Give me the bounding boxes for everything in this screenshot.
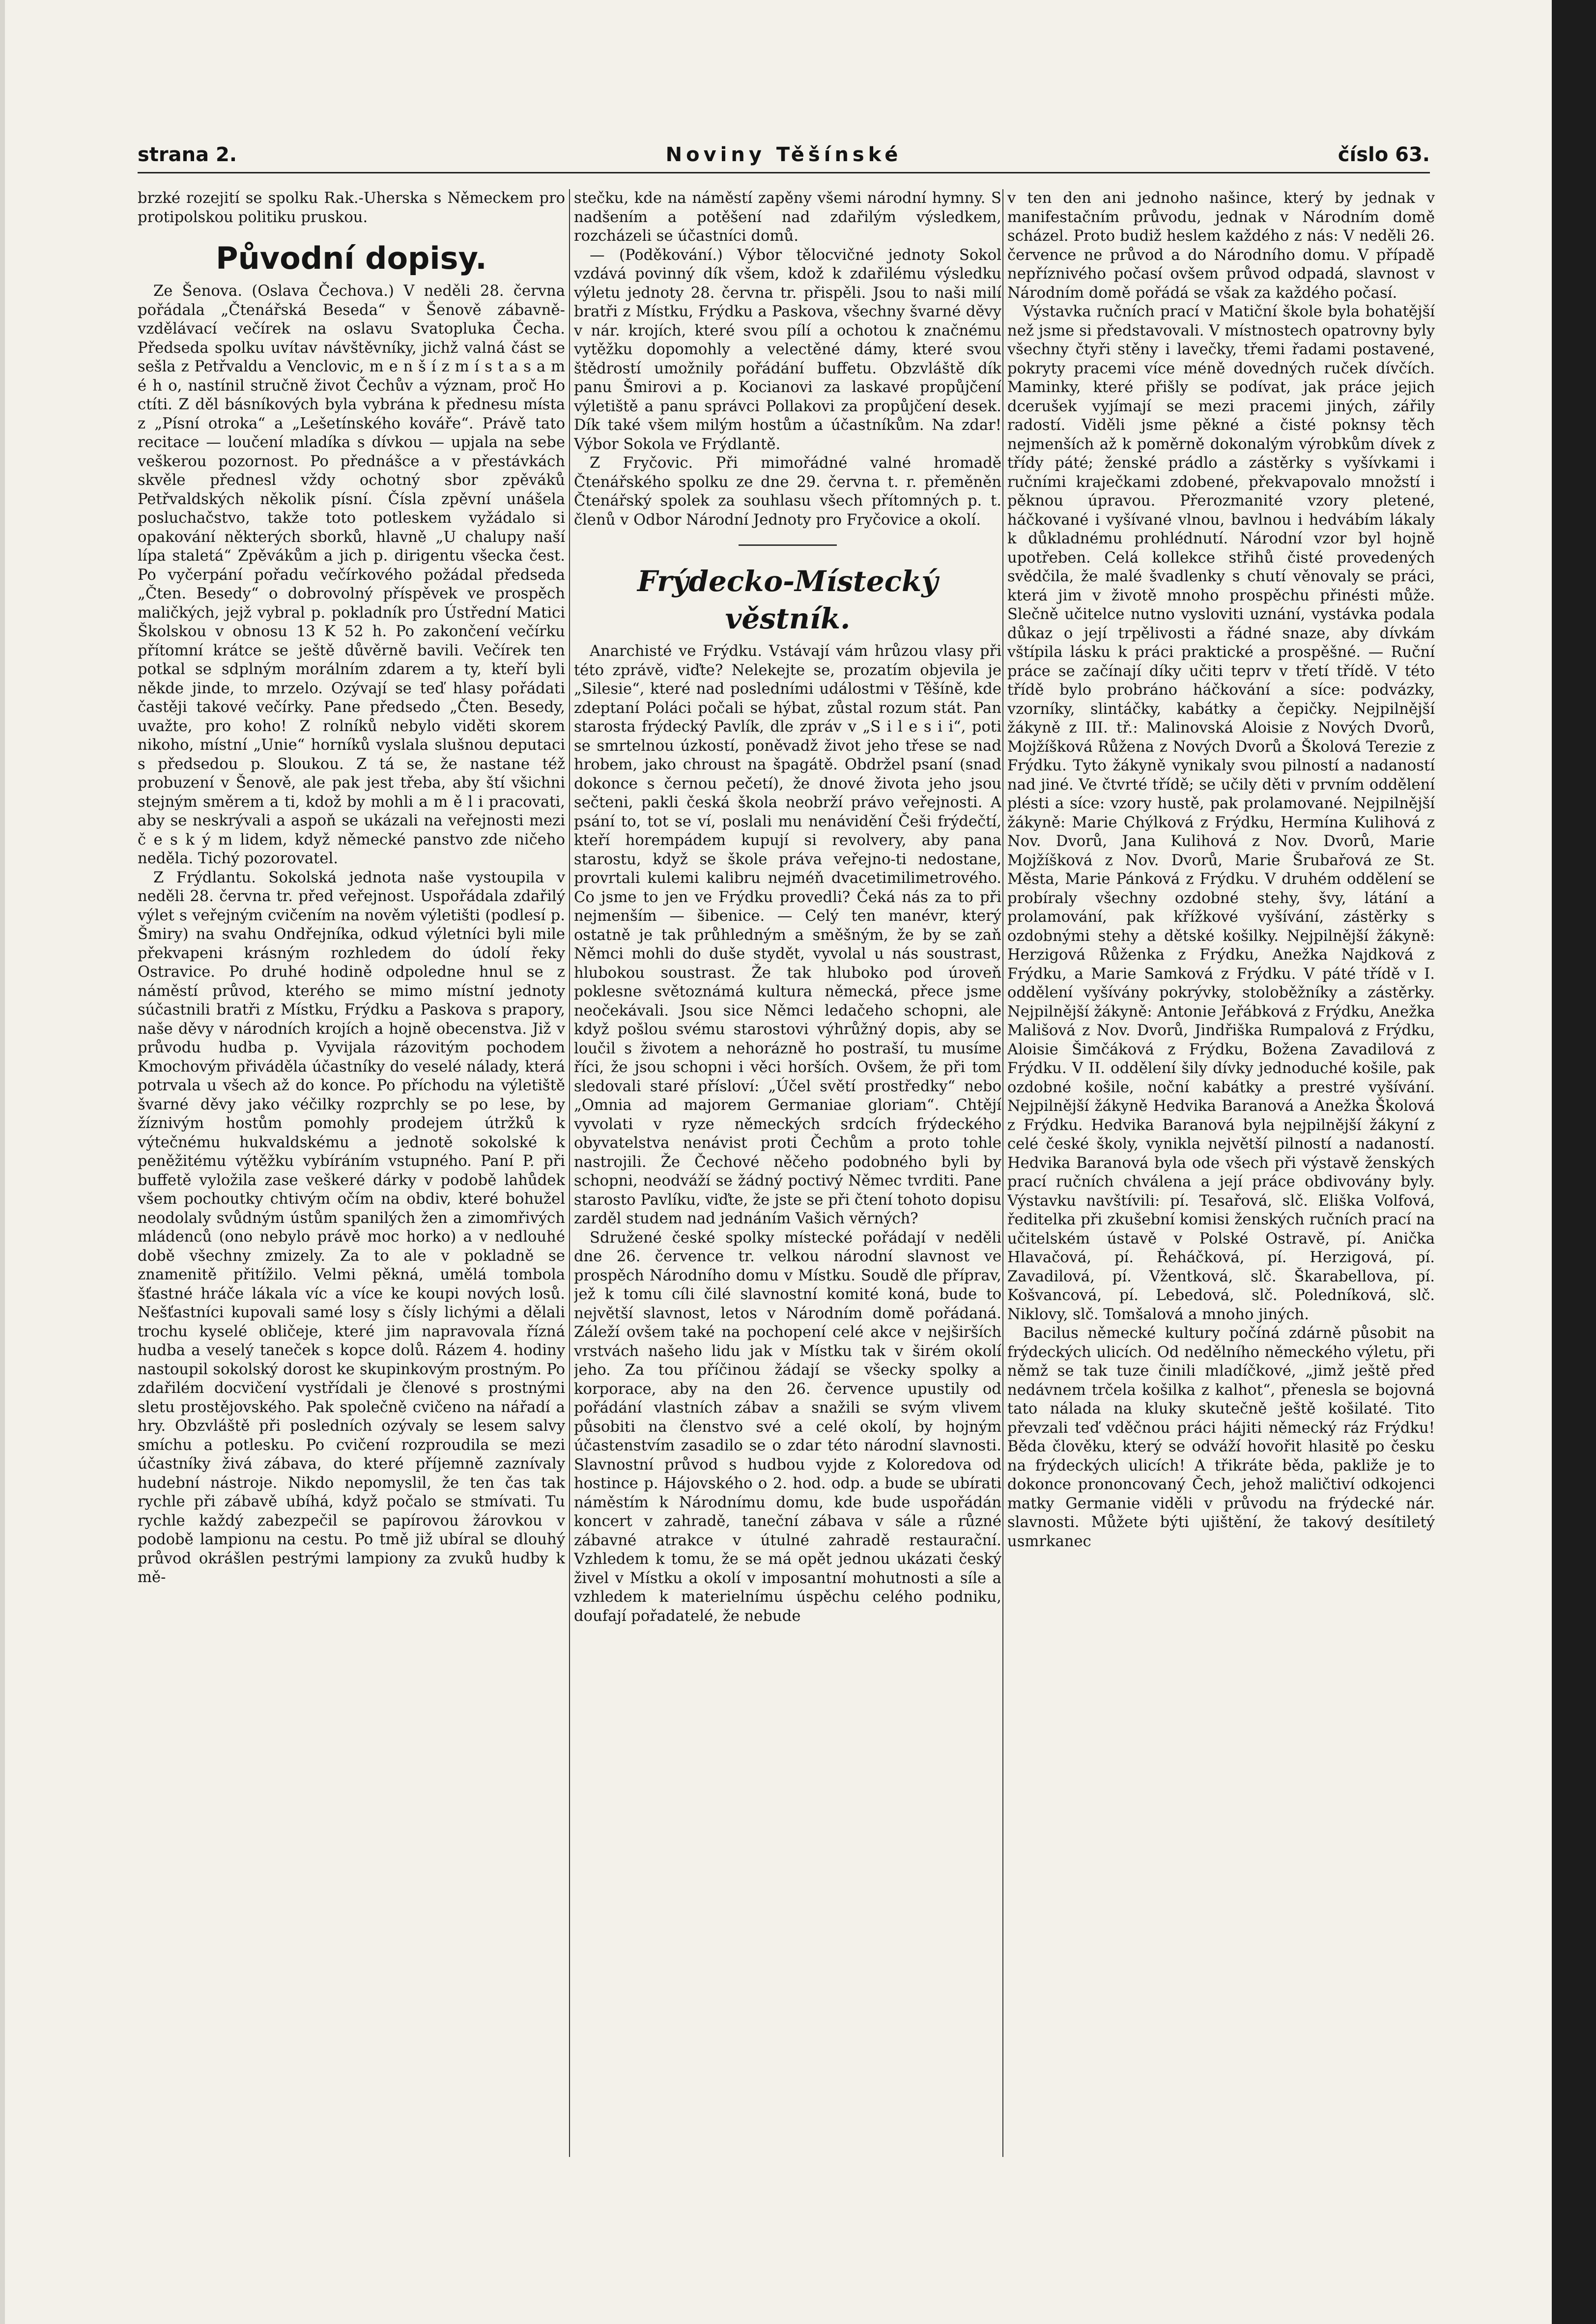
article-paragraph: Sdružené české spolky místecké pořádají v neděli dne 26. července tr. velkou národní slavnost ve prospěch Národního domu v Místku. Soudě dle příprav, jež k tomu cíli čilé slavnostní komité koná, bude to největší slavnost, letos v Národním domě pořádaná. Záleží ovšem také na pochopení celé akce v nejširších vrstvách našeho lidu jak v Místku tak v širém okolí jeho. Za tou příčinou žádají se všecky spolky a korporace, aby na den 26. července upustily od pořádání vlastních zábav a snažili se svým vlivem působiti na členstvo své a celé okolí, by hojným účastenstvím zasadilo se o zdar této národní slavnosti. Slavnostní průvod s hudbou vyjde z Koloredova od hostince p. Hájovského o 2. hod. odp. a bude se ubírati náměstím k Národnímu domu, kde bude uspořádán koncert v zahradě, taneční zábava v sále a různé zábavné atrakce v útulné zahradě restaurační. Vzhledem k tomu, že se má opět jednou ukázati český živel v Místku a okolí v imposantní mohutnosti a síle a vzhledem k materielnímu úspěchu celého podniku, doufají pořadatelé, že nebude bbox=[574, 1229, 1001, 1625]
article-paragraph: Anarchisté ve Frýdku. Vstávají vám hrůzou vlasy při této zprávě, viďte? Nelekejte se, prozatím objevila je „Silesie“, které nad posledními událostmi v Těšíně, kde zdeptaní Poláci počali se hýbat, zůstal rozum stát. Pan starosta frýdecký Pavlík, dle zpráv v „S i l e s i i“, poti se smrtelnou úzkostí, poněvadž život jeho třese se nad hrobem, jako chroust na špagátě. Obdržel psaní (snad dokonce s černou pečetí), že dnové života jeho jsou sečteni, pakli česká škola neobrží právo veřejnosti. A psání to, tot se ví, poslali mu nenávidění Češi frýdečtí, kteří horempádem kupují si revolvery, aby pana starostu, když se škole práva veřejno-ti nedostane, provrtali kulemi kalibru nejméň dvacetimilimetrového. Co jsme to jen ve Frýdku provedli? Čeká nás za to při nejmenším — šibenice. — Celý ten manévr, který ostatně je tak průhledným a směšným, že by se zaň Němci mohli do duše stydět, vyvolal u nás soustrast, hlubokou soustrast. Že tak hluboko pod úroveň poklesne světoznámá kultura německá, přece jsme neočekávali. Jsou sice Němci ledačeho schopni, ale když pošlou svému starostovi výhrůžný dopis, aby se loučil s životem a nehorázně ho postraší, tu musíme říci, že jsou schopni i věci horších. Ovšem, že při tom sledovali staré přísloví: „Účel světí prostředky“ nebo „Omnia ad majorem Germaniae gloriam“. Chtějí vyvolati v ryze německých srdcích frýdeckého obyvatelstva nenávist proti Čechům a proto tohle nastrojili. Že Čechové něčeho podobného byli by schopni, neodváží se žádný poctivý Němec tvrditi. Pane starosto Pavlíku, viďte, že jste se při čtení tohoto dopisu zarděl studem nad jednáním Vašich věrných? bbox=[574, 643, 1001, 1227]
article-paragraph: Ze Šenova. (Oslava Čechova.) V neděli 28. června pořádala „Čtenářská Beseda“ v Šenově zábavně-vzdělávací večírek na oslavu Svatopluka Čecha. Předseda spolku uvítav návštěvníky, jichž valná část se sešla z Petřvaldu a Venclovic, m e n š í z m í s t a s a m é h o, nastínil stručně život Čechův a význam, proč Ho ctíti. Z děl básníkových byla vybrána k přednesu místa z „Písní otroka“ a „Lešetínského kováře“. Právě tato recitace — loučení mladíka s dívkou — upjala na sebe veškerou pozornost. Po přednášce a v přestávkách skvěle přednesl vždy ochotný sbor zpěváků Petřvaldských několik písní. Čísla zpěvní unášela posluchačstvo, takže toto potleskem vyžádalo si opakování některých sborků, hlavně „U chalupy naší lípa staletá“ Zpěvákům a jich p. dirigentu všecka čest. Po vyčerpání pořadu večírkového požádal předseda „Čten. Besedy“ o dobrovolný příspěvek ve prospěch maličkých, jejž vybral p. pokladník pro Ústřední Matici Školskou v obnosu 13 K 52 h. Po zakončení večírku přítomní krátce se ještě důvěrně bavili. Večírek ten potkal se sdplným morálním zdarem a ty, kteří byli někde jinde, to mrzelo. Ozývají se teď hlasy pořádati častěji takové večírky. Pane předsedo „Čten. Besedy, uvažte, pro koho! Z rolníků nebylo viděti skorem nikoho, místní „Unie“ horníků vyslala slušnou deputaci s předsedou p. Sloukou. Z tá se, že nastane též probuzení v Šenově, ale pak jest třeba, aby ští všichni stejným směrem a ti, kdož by mohli a m ě l i pracovati, aby se neskrývali a aspoň se ukázali na veřejnosti mezi č e s k ý m lidem, když německé panstvo zde ničeho neděla. Tichý pozorovatel. bbox=[138, 283, 565, 867]
article-paragraph: — (Poděkování.) Výbor tělocvičné jednoty Sokol vzdává povinný dík všem, kdož k zdařilému výsledku výletu jednoty 28. června tr. přispěli. Jsou to naši milí bratři z Místku, Frýdku a Paskova, všechny švarné děvy v nár. krojích, které svou pílí a ochotou k značnému vytěžku dopomohly a velectěné dámy, které svou štědrostí umožnily pořádání buffetu. Obzvláště dík panu Šmirovi a p. Kocianovi za laskavé propůjčení výletiště a panu správci Pollakovi za propůjčení desek. Dík také všem milým hostům a účastníkům. Na zdar! Výbor Sokola ve Frýdlantě. bbox=[574, 246, 1001, 453]
issue-number: číslo 63. bbox=[1338, 143, 1430, 166]
newspaper-title: Noviny Těšínské bbox=[665, 143, 902, 166]
section-divider bbox=[739, 544, 837, 546]
column-1 bbox=[138, 189, 565, 2157]
article-paragraph: v ten den ani jednoho našince, který by jednak v manifestačním průvodu, jednak v Národním domě scházel. Proto budiž heslem každého z nás: V neděli 26. července ne průvod a do Národního domu. V případě nepříznivého počasí ovšem průvod odpadá, slavnost v Národním domě pořádá se však za každého počasí. bbox=[1007, 190, 1435, 302]
article-paragraph: Z Frýdlantu. Sokolská jednota naše vystoupila v neděli 28. června tr. před veřejnost. Uspořádala zdařilý výlet s veřejným cvičením na nověm výletišti (podlesí p. Šmiry) na svahu Ondřejníka, odkud výletníci byli mile překvapeni krásným rozhledem do údolí řeky Ostravice. Po druhé hodině odpoledne hnul se z náměstí průvod, kterého se mimo místní jednoty súčastnili bratři z Místku, Frýdku a Paskova s prapory, naše děvy v národních krojích a hojně obecenstva. Již v průvodu hudba p. Vyvijala rázovitým pochodem Kmochovým přiváděla účastníky do veselé nálady, která potrvala u všech až do konce. Po příchodu na výletiště švarné děvy jako véčilky rozprchly se po lese, by žíznivým hostům pomohly prodejem útržků k výtečnému hukvaldskému a jednotě sokolské k peněžitému výtěžku vybíráním vstupného. Paní P. při buffetě vyložila zase veškeré dárky v podobě lahůdek všem pochoutky chtivým očím na obdiv, které bohužel neodolaly svůdným ústům spanilých žen a zimomřivých mládenců (ono nebylo právě moc horko) a v nedlouhé době všechny zmizely. Za to ale v pokladně se znamenitě přitížilo. Velmi pěkná, umělá tombola šťastné hráče lákala víc a více ke koupi nových losů. Nešťastníci kupovali samé losy s čísly lichými a dělali trochu kyselé obličeje, které jim napravovala řízná hudba a veselý taneček s kopce dolů. Rázem 4. hodiny nastoupil sokolský dorost ke skupinkovým prostným. Po zdařilém docvičení vystřídali je členové s prostnými sletu prostějovského. Pak společně cvičeno na nářadí a hry. Obzvláště při posledních ozývaly se lesem salvy smíchu a potlesku. Po cvičení rozproudila se mezi účastníky živá zábava, do které příjemně zaznívaly hudební nástroje. Nikdo nepomyslil, že ten čas tak rychle při zábavě ubíhá, když počalo se stmívati. Tu rychle každý zabezpečil se papírovou žárovkou v podobě lampionu na cestu. Po tmě již ubíral se dlouhý průvod okrášlen pestrými lampiony za zvuků hudby k mě- bbox=[138, 869, 565, 1586]
article-paragraph: Výstavka ručních prací v Matiční škole byla bohatější než jsme si představovali. V místnostech opatrovny byly všechny čtyři stěny i lavečky, třemi řadami postavené, pokryty pracemi více méně dovedných ruček dívčích. Maminky, které přišly se podívat, jak práce jejich dcerušek vyjímají se mezi pracemi jiných, zářily radostí. Viděli jsme pěkné a čisté poknsy těch nejmenších až k poměrně dokonalým výrobkům dívek z třídy páté; ženské prádlo a zástěrky s vyšívkami i ručními kraječkami zdobené, překvapovalo množstí i pěknou úpravou. Přerozmanité vzory pletené, háčkované i vyšívané vlnou, bavlnou i hedvábím lákaly k důkladnému prohlédnutí. Národní vzor byl hojně upotřeben. Celá kollekce střihů čisté provedených svědčila, že malé švadlenky s chutí věnovaly se práci, která jim v životě mnoho prospěchu přinésti může. Slečně učitelce nutno vysloviti uznání, vystávka podala důkaz o její trpělivosti a řádné snaze, aby dívkám vštípila lásku k práci praktické a prospěšné. — Ruční práce se začínají díky učiti teprv v třetí třídě. V této třídě bylo probráno háčkování a síce: podvázky, vzorníky, slintáčky, kabátky a čepičky. Nejpilnější žákyně z III. tř.: Malinovská Aloisie z Nových Dvorů, Mojžíšková Růžena z Nových Dvorů a Školová Terezie z Frýdku. Tyto žákyně vynikaly svou pilností a nadaností nad jiné. Ve čtvrté třídě; se učily děti v prvním oddělení plésti a síce: vzory hustě, pak prolamované. Nejpilnější žákyně: Marie Chýlková z Frýdku, Hermína Kulihová z Nov. Dvorů, Jana Kulihová z Nov. Dvorů, Marie Mojžíšková z Nov. Dvorů, Marie Šrubařová ze St. Města, Marie Pánková z Frýdku. V druhém oddělení se probíraly všechny ozdobné stehy, švy, látání a prolamování, pak křížkové vyšívání, zástěrky s ozdobnými stehy a dětské košilky. Nejpilnější žákyně: Herzigová Růženka z Frýdku, Anežka Najdková z Frýdku, a Marie Samková z Frýdku. V páté třídě v I. oddělení vyšívány pokrývky, stoloběžníky a zástěrky. Nejpilnější žákyně: Antonie Jeřábková z Frýdku, Anežka Mališová z Nov. Dvorů, Jindřiška Rumpalová z Frýdku, Aloisie Šimčáková z Frýdku, Božena Zavadilová z Frýdku. V II. oddělení šily dívky jednoduché košile, pak ozdobné košile, noční kabátky a prestré vyšívání. Nejpilnější žákyně Hedvika Baranová a Anežka Školová z Frýdku. Hedvika Baranová byla nejpilnější žákyní z celé české školy, vynikla největší pilností a nadaností. Hedvika Baranová byla ode všech při výstavě ženských prací ručních chválena a její práce obdivovány byly. Výstavku navštívili: pí. Tesařová, slč. Eliška Volfová, ředitelka při zkušební komisi ženských ručních prací na učitelském ústavě v Polské Ostravě, pí. Anička Hlavačová, pí. Řeháčková, pí. Herzigová, pí. Zavadilová, pí. Vžentková, slč. Škarabellova, pí. Košvancová, pí. Lebedová, slč. Poledníková, slč. Niklovy, slč. Tomšalová a mnoho jiných. bbox=[1007, 303, 1435, 1323]
section-heading: Frýdecko-Místecký věstník. bbox=[637, 565, 938, 635]
column-3 bbox=[1007, 189, 1435, 2157]
section-heading: Původní dopisy. bbox=[216, 240, 487, 276]
column-divider bbox=[1002, 189, 1003, 2157]
article-paragraph: brzké rozejití se spolku Rak.-Uherska s Německem pro protipolskou politiku pruskou. bbox=[138, 190, 565, 226]
article-paragraph: Bacilus německé kultury počíná zdárně působit na frýdeckých ulicích. Od nedělního německého výletu, při němž se tak tuze činili mladíčkové, „jimž ještě před nedávnem trčela košilka z kalhot“, přenesla se bojovná tato nálada na kluky skutečně ještě košilaté. Tito převzali teď vděčnou práci hájiti německý ráz Frýdku! Běda člověku, který se odváží hovořit hlasitě po česku na frýdeckých ulicích! A třikráte běda, pakliže je to dokonce prononcovaný Čech, jehož maličtiví odkojenci matky Germanie viděli v průvodu na frýdecké nár. slavnosti. Můžete býti ujištění, že takový desítiletý usmrkanec bbox=[1007, 1325, 1435, 1550]
column-2 bbox=[574, 189, 1001, 2157]
scan-right-edge bbox=[1552, 0, 1596, 2324]
page-header bbox=[138, 139, 1430, 173]
page-number: strana 2. bbox=[138, 143, 237, 166]
column-divider bbox=[569, 189, 570, 2157]
scan-left-edge bbox=[0, 0, 5, 2324]
article-paragraph: Z Fryčovic. Při mimořádné valné hromadě Čtenářského spolku ze dne 29. června t. r. přeměněn Čtenářský spolek za souhlasu všech přítomných p. t. členů v Odbor Národní Jednoty pro Fryčovice a okolí. bbox=[574, 454, 1001, 529]
header-rule bbox=[138, 172, 1430, 173]
article-paragraph: stečku, kde na náměstí zapěny všemi národní hymny. S nadšením a potěšení nad zdařilým výsledkem, rozcházeli se účastníci domů. bbox=[574, 190, 1001, 245]
